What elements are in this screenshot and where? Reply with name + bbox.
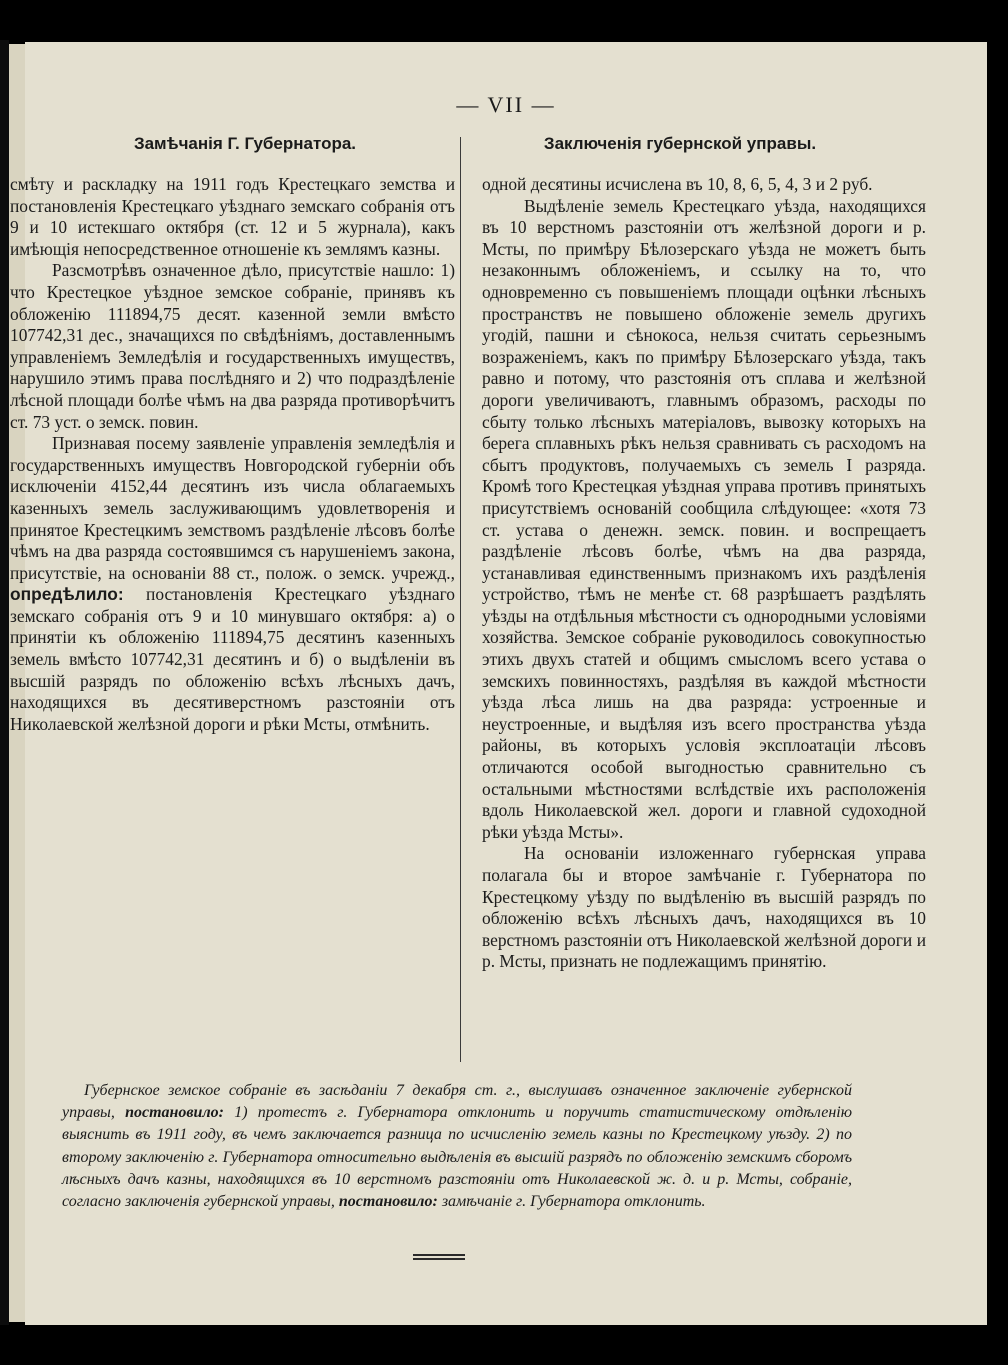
left-column	[10, 174, 455, 735]
end-rule-top	[413, 1254, 465, 1256]
right-paragraph-3: На основаніи изложеннаго губернская управа полагала бы и второе замѣчаніе г. Губернатора по Крестецкому уѣзду по выдѣленію въ высшій разрядъ по обложенію всѣхъ лѣсныхъ дачъ, находящихся въ 10 верстномъ разстояніи отъ Николаевской желѣзной дороги и р. Мсты, признать не подлежащимъ принятію.	[482, 843, 926, 972]
end-rule-bottom	[413, 1258, 465, 1260]
right-paragraph-2: Выдѣленіе земель Крестецкаго уѣзда, находящихся въ 10 верстномъ разстояніи отъ желѣзной дороги и р. Мсты, по примѣру Бѣлозерскаго уѣзда не можетъ быть незаконнымъ обложеніемъ, и ссылку на то, что одновременно съ повышеніемъ площади оцѣнки лѣсныхъ пространствъ не повышено обложеніе земель другихъ угодій, пашни и сѣнокоса, нельзя считать серьезнымъ возраженіемъ, какъ по примѣру Бѣлозерскаго уѣзда, такъ равно и потому, что разстоянія отъ сплава и желѣзной дороги увеличиваютъ, главнымъ образомъ, расходы по сбыту только лѣсныхъ матеріаловъ, вывозку которыхъ на берега сплавныхъ рѣкъ нельзя сравнивать съ расходомъ на сбытъ продуктовъ, получаемыхъ съ земель I разряда. Кромѣ того Крестецкая уѣздная управа противъ принятыхъ присутствіемъ основаній сообщила слѣдующее: «хотя 73 ст. устава о денежн. земск. повин. и воспрещаетъ раздѣленіе лѣсовъ болѣе, чѣмъ на два разряда, устанавливая единственнымъ признакомъ ихъ раздѣленія устройство, тѣмъ не менѣе ст. 68 разрѣшаетъ раздѣлять уѣзды на отдѣльныя мѣстности съ однородными условіями хозяйства. Земское собраніе руководилось совокупностью этихъ двухъ статей и общимъ смысломъ всего устава о земскихъ повинностяхъ, раздѣляя въ каждой мѣстности уѣзда лѣса лишь на два разряда: устроенные и неустроенные, и выдѣляя изъ всего пространства уѣзда районы, въ которыхъ условія эксплоатаціи лѣсовъ отличаются особой выгодностью сравнительно съ остальными мѣстностями вслѣдствіе ихъ расположенія вдоль Николаевской жел. дороги и главной судоходной рѣки уѣзда Мсты».	[482, 195, 926, 842]
assembly-resolution	[62, 1080, 852, 1213]
page-number: — VII —	[456, 92, 556, 117]
resolution-decided-1: постановило:	[125, 1104, 224, 1122]
left-paragraph-1: смѣту и раскладку на 1911 годъ Крестецкаго земства и постановленія Крестецкаго уѣзднаго земскаго собранія отъ 9 и 10 истекшаго октября (ст. 12 и 5 журнала), какъ имѣющія непосредственное отношеніе къ землямъ казны.	[10, 174, 455, 259]
resolution-part-1: Губернское земское собраніе въ засѣданіи 7 декабря ст. г., выслушавъ означенное заключеніе губернской управы,	[62, 1082, 852, 1122]
decision-text: постановленія Крестецкаго уѣзднаго земскаго собранія отъ 9 и 10 минувшаго октября: а) о принятіи къ обложенію 111894,75 десятинъ казенныхъ земель вмѣсто 107742,31 десятинъ и б) о выдѣленіи въ высшій разрядъ по обложенію всѣхъ лѣсныхъ дачъ, находящихся въ десятиверстномъ разстояніи отъ Николаевской желѣзной дороги и рѣки Мсты, отмѣнить.	[10, 584, 455, 734]
resolution-decided-2: постановило:	[338, 1193, 438, 1211]
scan-edge	[0, 40, 9, 1325]
resolution-part-2: 1) протестъ г. Губернатора отклонить и поручить статистическому отдѣленію выяснить въ 1911 году, въ чемъ заключается разница по исчисленію земель казны по Крестецкому уѣзду. 2) по второму заключенію г. Губернатора относительно выдѣленія въ высшій разрядъ по обложенію земскимъ сборомъ лѣсныхъ дачъ казны, находящихся въ 10 верстномъ разстояніи отъ Николаевской ж. д. и р. Мсты, собраніе, согласно заключенія губернской управы,	[62, 1104, 852, 1211]
right-column-heading: Заключенія губернской управы.	[543, 134, 817, 153]
left-paragraph-3-text: Признавая посему заявленіе управленія земледѣлія и государственныхъ имуществъ Новгородской губерніи объ исключеніи 4152,44 десятинъ изъ числа облагаемыхъ казенныхъ земель заслуживающимъ удовлетворенія и принятое Крестецкимъ земствомъ раздѣленіе лѣсовъ болѣе чѣмъ на два разряда состоявшимся съ нарушеніемъ закона, присутствіе, на основаніи 88 ст., полож. о земск. учрежд.,	[10, 433, 455, 583]
resolution-part-3: замѣчаніе г. Губернатора отклонить.	[441, 1193, 706, 1211]
left-paragraph-3	[10, 433, 455, 735]
document-page	[10, 42, 987, 1325]
right-paragraph-1: одной десятины исчислена въ 10, 8, 6, 5, 4, 3 и 2 руб.	[482, 174, 873, 194]
resolution-paragraph	[62, 1080, 852, 1213]
column-divider	[460, 137, 461, 1062]
left-column-heading: Замѣчанія Г. Губернатора.	[133, 134, 357, 153]
left-paragraph-2: Разсмотрѣвъ означенное дѣло, присутствіе нашло: 1) что Крестецкое уѣздное земское собраніе, принявъ къ обложенію 111894,75 десят. казенной земли вмѣсто 107742,31 дес., значащихся по свѣдѣніямъ, доставленнымъ управленіемъ Земледѣлія и государственныхъ имуществъ, нарушило этимъ права послѣдняго и 2) что подраздѣленіе лѣсной площади болѣе чѣмъ на два разряда противорѣчитъ ст. 73 уст. о земск. повин.	[10, 260, 455, 432]
right-column	[482, 174, 926, 973]
decision-label: опредѣлило:	[10, 584, 124, 605]
